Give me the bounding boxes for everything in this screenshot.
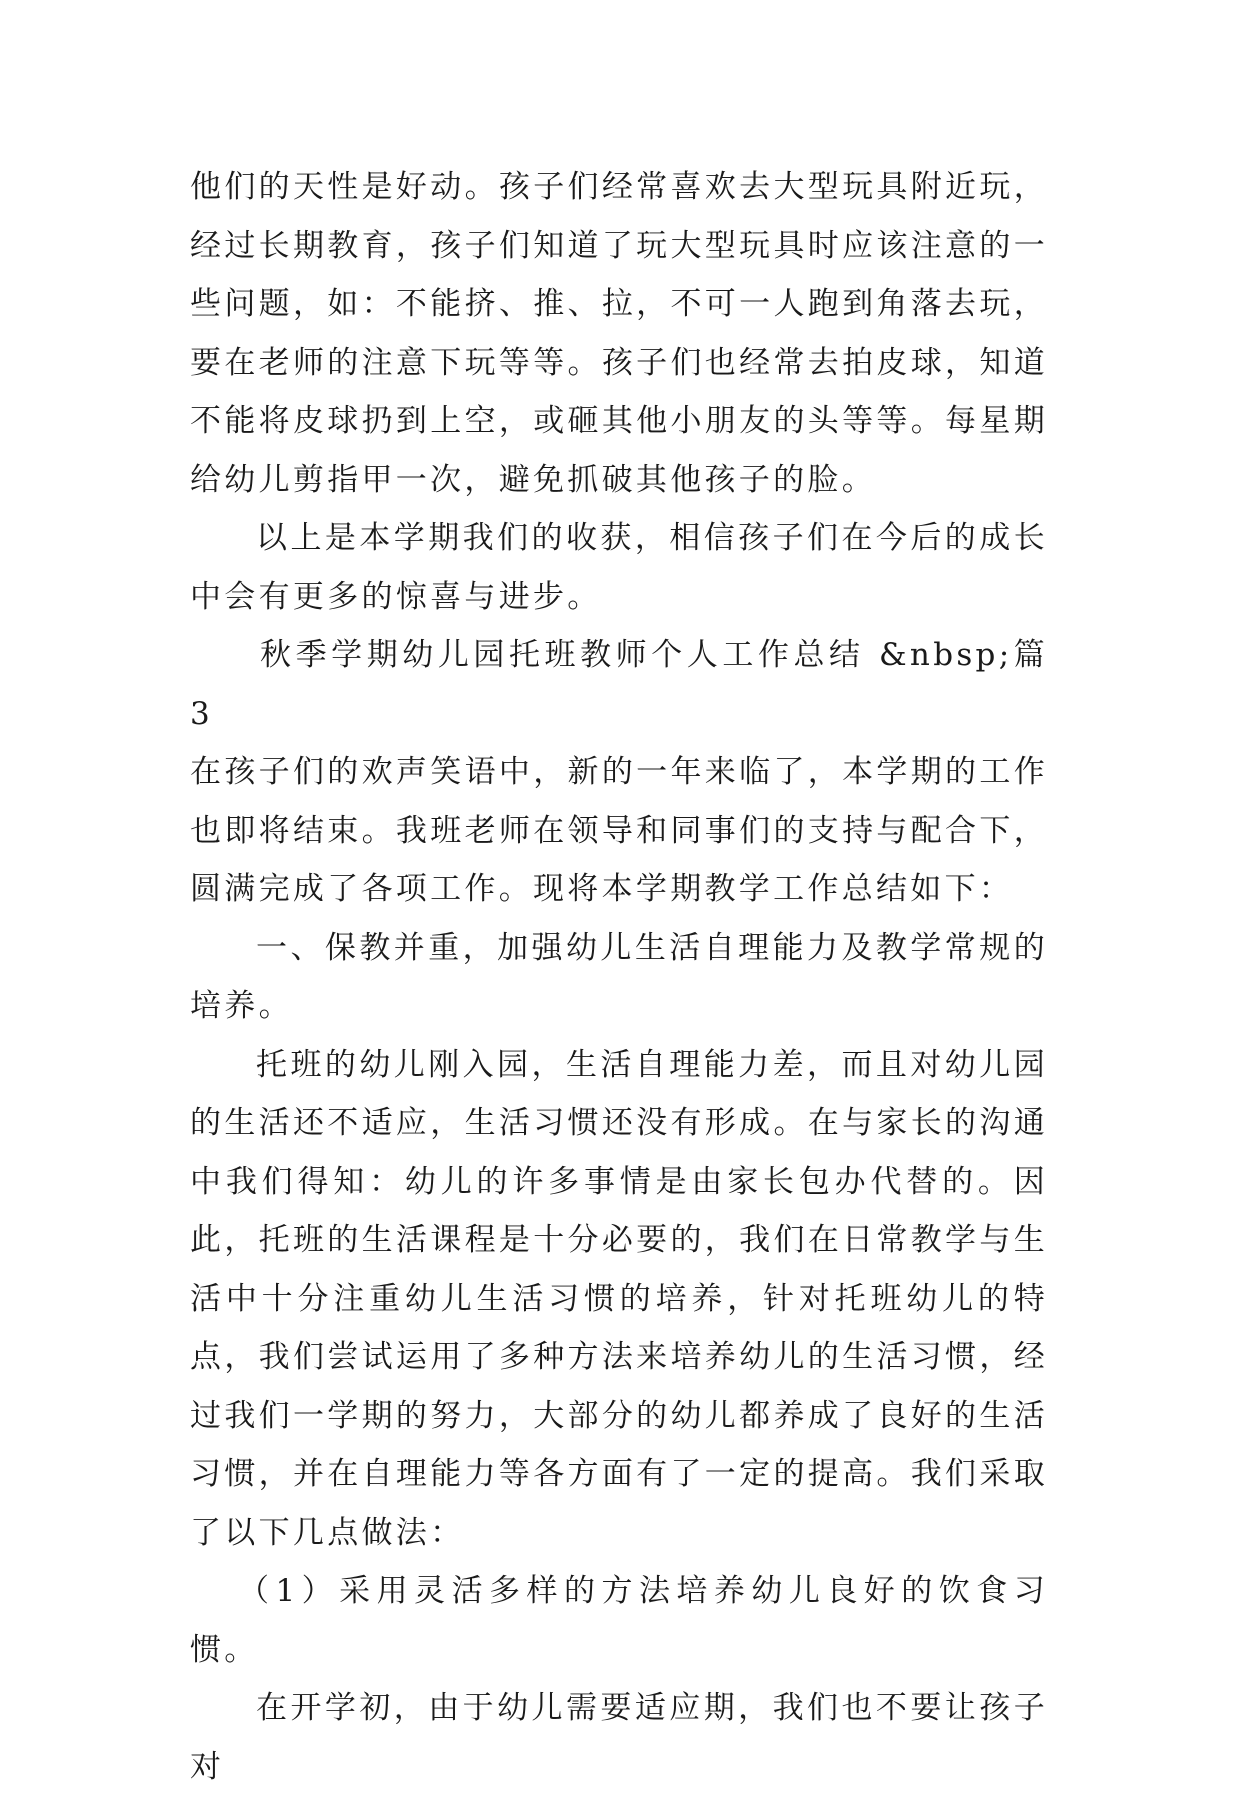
paragraph-2: 以上是本学期我们的收获，相信孩子们在今后的成长中会有更多的惊喜与进步。 [190,520,1048,615]
list-item-1: （1）采用灵活多样的方法培养幼儿良好的饮食习惯。 [190,1573,1048,1668]
section-title: 秋季学期幼儿园托班教师个人工作总结 &nbsp;篇 3 [190,637,1048,732]
document-body [190,158,1048,1796]
paragraph-1: 他们的天性是好动。孩子们经常喜欢去大型玩具附近玩，经过长期教育，孩子们知道了玩大型玩具时应该注意的一些问题，如：不能挤、推、拉，不可一人跑到角落去玩，要在老师的注意下玩等等。孩子们也经常去拍皮球，知道不能将皮球扔到上空，或砸其他小朋友的头等等。每星期给幼儿剪指甲一次，避免抓破其他孩子的脸。 [190,169,1048,498]
paragraph-5: 在开学初，由于幼儿需要适应期，我们也不要让孩子对 [190,1690,1048,1785]
paragraph-3: 在孩子们的欢声笑语中，新的一年来临了，本学期的工作也即将结束。我班老师在领导和同事们的支持与配合下，圆满完成了各项工作。现将本学期教学工作总结如下： [190,754,1048,907]
heading-one: 一、保教并重，加强幼儿生活自理能力及教学常规的培养。 [190,929,1048,1024]
paragraph-4: 托班的幼儿刚入园，生活自理能力差，而且对幼儿园的生活还不适应，生活习惯还没有形成。在与家长的沟通中我们得知：幼儿的许多事情是由家长包办代替的。因此，托班的生活课程是十分必要的，我们在日常教学与生活中十分注重幼儿生活习惯的培养，针对托班幼儿的特点，我们尝试运用了多种方法来培养幼儿的生活习惯，经过我们一学期的努力，大部分的幼儿都养成了良好的生活习惯，并在自理能力等各方面有了一定的提高。我们采取了以下几点做法： [190,1046,1048,1551]
